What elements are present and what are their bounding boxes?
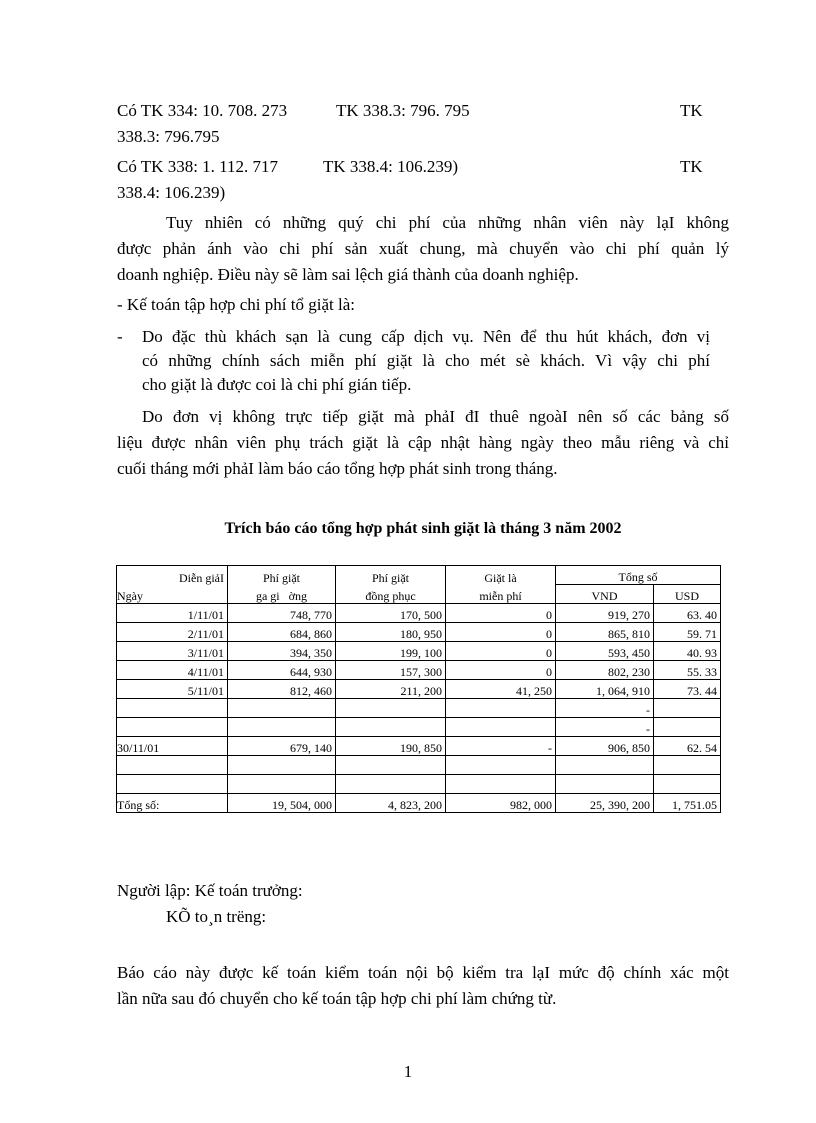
value-cell bbox=[654, 775, 721, 794]
table-title: Trích báo cáo tổng hợp phát sinh giặt là tháng 3 năm 2002 bbox=[224, 520, 622, 537]
paragraph-2-line-3: cuối tháng mới phảI làm báo cáo tổng hợp phát sinh trong tháng. bbox=[117, 459, 558, 478]
header-phi-giat-2b: đồng phục bbox=[336, 585, 446, 604]
value-cell bbox=[336, 699, 446, 718]
row-label-cell: 3/11/01 bbox=[117, 642, 228, 661]
row-label-cell bbox=[117, 756, 228, 775]
value-cell: 748, 770 bbox=[228, 604, 336, 623]
signature-line-1: Người lập: Kế toán trưởng: bbox=[117, 881, 303, 900]
value-cell bbox=[446, 756, 556, 775]
value-cell: - bbox=[556, 718, 654, 737]
header-giat-la-b: miễn phí bbox=[446, 585, 556, 604]
value-cell bbox=[446, 718, 556, 737]
value-cell bbox=[446, 775, 556, 794]
value-cell bbox=[446, 699, 556, 718]
value-cell: - bbox=[446, 737, 556, 756]
value-cell: 919, 270 bbox=[556, 604, 654, 623]
header-tong-so: Tổng số bbox=[556, 566, 721, 585]
value-cell bbox=[556, 775, 654, 794]
header-dien-giai: Diễn giảI bbox=[117, 566, 228, 585]
row-label-cell: 2/11/01 bbox=[117, 623, 228, 642]
value-cell: 0 bbox=[446, 661, 556, 680]
paragraph-2-line-1: Do đơn vị không trực tiếp giặt mà phảI đI thuê ngoàI nên số các bảng số bbox=[142, 407, 729, 426]
value-cell bbox=[336, 718, 446, 737]
value-cell: 40. 93 bbox=[654, 642, 721, 661]
value-cell bbox=[228, 775, 336, 794]
value-cell: 812, 460 bbox=[228, 680, 336, 699]
page-number: 1 bbox=[403, 1062, 413, 1081]
value-cell: 0 bbox=[446, 642, 556, 661]
row-label-cell: 1/11/01 bbox=[117, 604, 228, 623]
value-cell bbox=[228, 699, 336, 718]
value-cell: 73. 44 bbox=[654, 680, 721, 699]
table-row bbox=[117, 718, 721, 737]
value-cell: 19, 504, 000 bbox=[228, 794, 336, 813]
row-label-cell: Tổng số: bbox=[117, 794, 228, 813]
value-cell: 906, 850 bbox=[556, 737, 654, 756]
entry-line-3c: TK bbox=[680, 157, 703, 176]
value-cell: 55. 33 bbox=[654, 661, 721, 680]
paragraph-1-line-1: Tuy nhiên có những quý chi phí của những nhân viên này lạI không bbox=[166, 213, 729, 232]
entry-line-2: 338.3: 796.795 bbox=[117, 127, 220, 146]
value-cell: 0 bbox=[446, 623, 556, 642]
table-body bbox=[117, 604, 721, 813]
header-usd: USD bbox=[654, 585, 721, 604]
value-cell bbox=[228, 718, 336, 737]
value-cell: 679, 140 bbox=[228, 737, 336, 756]
value-cell bbox=[654, 756, 721, 775]
entry-line-1c: TK bbox=[680, 101, 703, 120]
bullet-line-3: cho giặt là được coi là chi phí gián tiếp. bbox=[142, 375, 412, 394]
value-cell: 157, 300 bbox=[336, 661, 446, 680]
table-row bbox=[117, 737, 721, 756]
value-cell: 63. 40 bbox=[654, 604, 721, 623]
row-label-cell: 30/11/01 bbox=[117, 737, 228, 756]
table-row bbox=[117, 756, 721, 775]
value-cell: 199, 100 bbox=[336, 642, 446, 661]
table-row bbox=[117, 775, 721, 794]
value-cell: 41, 250 bbox=[446, 680, 556, 699]
value-cell: 684, 860 bbox=[228, 623, 336, 642]
value-cell: 1, 064, 910 bbox=[556, 680, 654, 699]
value-cell bbox=[336, 775, 446, 794]
value-cell: 170, 500 bbox=[336, 604, 446, 623]
value-cell: 982, 000 bbox=[446, 794, 556, 813]
value-cell: 644, 930 bbox=[228, 661, 336, 680]
value-cell: 0 bbox=[446, 604, 556, 623]
bullet-dash: - bbox=[117, 327, 123, 346]
entry-line-1a: Có TK 334: 10. 708. 273 bbox=[117, 101, 288, 120]
value-cell: 59. 71 bbox=[654, 623, 721, 642]
row-label-cell: 4/11/01 bbox=[117, 661, 228, 680]
header-ngay: Ngày bbox=[117, 585, 228, 604]
table-row bbox=[117, 661, 721, 680]
header-vnd: VND bbox=[556, 585, 654, 604]
value-cell bbox=[654, 718, 721, 737]
paragraph-1-line-2: được phản ánh vào chi phí sản xuất chung, mà chuyển vào chi phí quản lý bbox=[117, 239, 729, 258]
value-cell: 180, 950 bbox=[336, 623, 446, 642]
bullet-line-2: có những chính sách miễn phí giặt là cho mét sè khách. Vì vậy chi phí bbox=[142, 351, 710, 370]
entry-line-3b: TK 338.4: 106.239) bbox=[323, 157, 459, 176]
value-cell: 1, 751.05 bbox=[654, 794, 721, 813]
paragraph-1-line-3: doanh nghiệp. Điều này sẽ làm sai lệch giá thành của doanh nghiệp. bbox=[117, 265, 579, 284]
value-cell: 211, 200 bbox=[336, 680, 446, 699]
header-phi-giat-1a: Phí giặt bbox=[228, 566, 336, 585]
entry-line-1b: TK 338.3: 796. 795 bbox=[336, 101, 470, 120]
value-cell: 62. 54 bbox=[654, 737, 721, 756]
value-cell bbox=[336, 756, 446, 775]
value-cell: 802, 230 bbox=[556, 661, 654, 680]
row-label-cell: 5/11/01 bbox=[117, 680, 228, 699]
row-label-cell bbox=[117, 699, 228, 718]
table-row bbox=[117, 642, 721, 661]
table-row bbox=[117, 680, 721, 699]
laundry-report-table bbox=[116, 565, 721, 813]
row-label-cell bbox=[117, 718, 228, 737]
entry-line-4: 338.4: 106.239) bbox=[117, 183, 226, 202]
entry-line-3a: Có TK 338: 1. 112. 717 bbox=[117, 157, 279, 176]
table-row bbox=[117, 604, 721, 623]
value-cell: 593, 450 bbox=[556, 642, 654, 661]
value-cell: 190, 850 bbox=[336, 737, 446, 756]
header-phi-giat-1b: ga gi ờng bbox=[228, 585, 336, 604]
paragraph-2-line-2: liệu được nhân viên phụ trách giặt là cập nhật hàng ngày theo mẫu riêng và chỉ bbox=[117, 433, 729, 452]
value-cell: 394, 350 bbox=[228, 642, 336, 661]
section-heading: - Kế toán tập hợp chi phí tổ giặt là: bbox=[117, 295, 355, 314]
header-giat-la-a: Giặt là bbox=[446, 566, 556, 585]
value-cell: 25, 390, 200 bbox=[556, 794, 654, 813]
value-cell: 865, 810 bbox=[556, 623, 654, 642]
paragraph-3-line-2: lần nữa sau đó chuyển cho kế toán tập hợp chi phí làm chứng từ. bbox=[117, 989, 557, 1008]
table-row bbox=[117, 699, 721, 718]
value-cell: 4, 823, 200 bbox=[336, 794, 446, 813]
value-cell bbox=[556, 756, 654, 775]
table-row bbox=[117, 794, 721, 813]
header-phi-giat-2a: Phí giặt bbox=[336, 566, 446, 585]
bullet-line-1: Do đặc thù khách sạn là cung cấp dịch vụ. Nên để thu hút khách, đơn vị bbox=[142, 327, 710, 346]
signature-line-2: KÕ to¸n trëng: bbox=[166, 907, 267, 926]
value-cell bbox=[654, 699, 721, 718]
table-row bbox=[117, 623, 721, 642]
value-cell bbox=[228, 756, 336, 775]
row-label-cell bbox=[117, 775, 228, 794]
value-cell: - bbox=[556, 699, 654, 718]
paragraph-3-line-1: Báo cáo này được kế toán kiểm toán nội bộ kiểm tra lạI mức độ chính xác một bbox=[117, 963, 729, 982]
